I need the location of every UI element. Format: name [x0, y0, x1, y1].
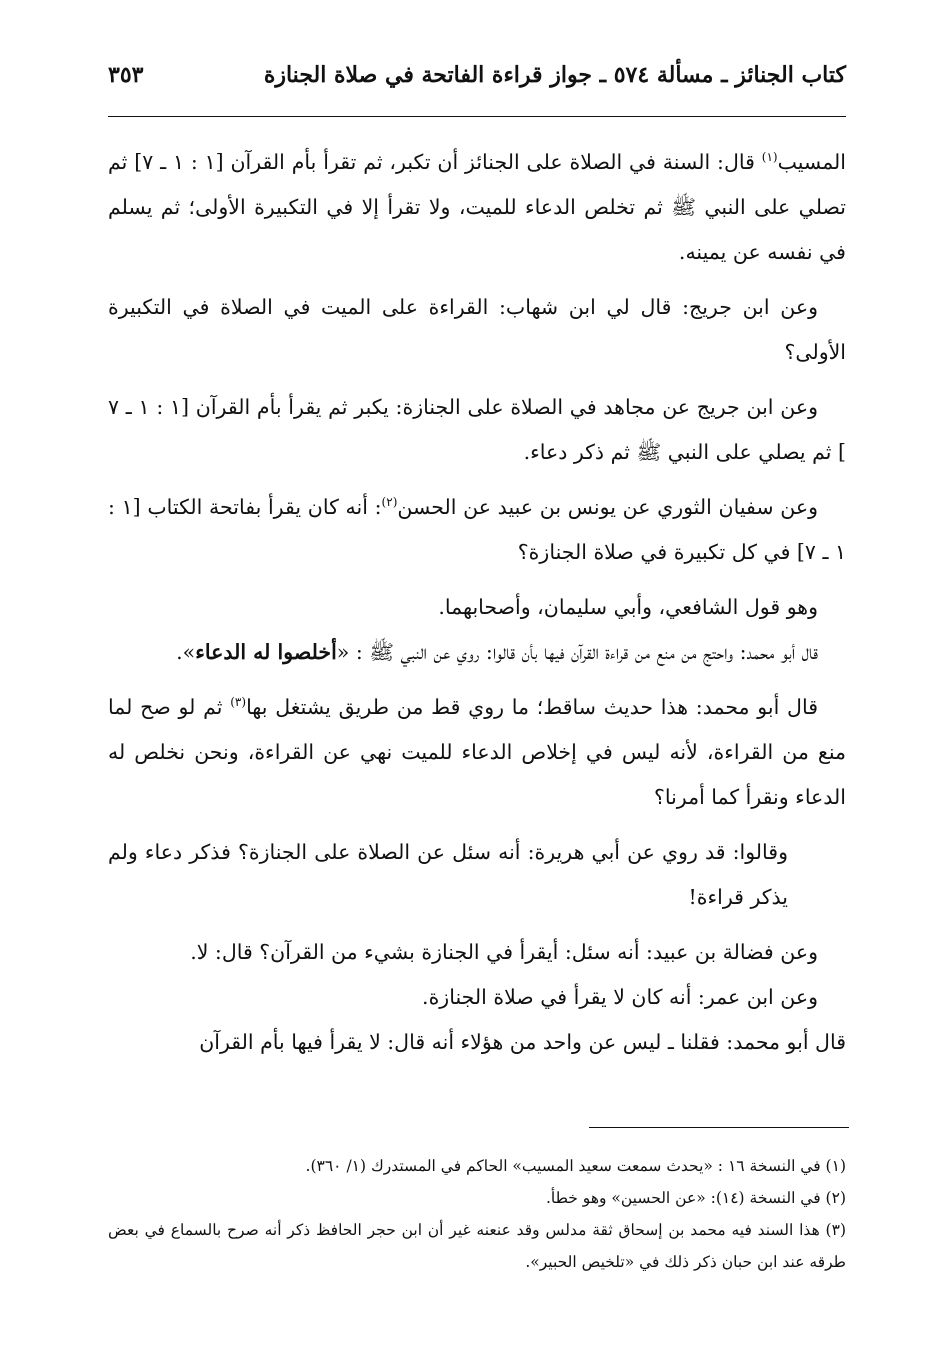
footnote-marker-3[interactable]: (٣): [230, 695, 247, 710]
paragraph-7: [108, 685, 846, 820]
footnote-1: (١) في النسخة ١٦ : «يحدث سمعت سعيد المسيب» الحاكم في المستدرك (١/ ٣٦٠).: [305, 1157, 846, 1175]
page-number: ٣٥٣: [108, 62, 144, 88]
footnote-2: (٢) في النسخة (١٤): «عن الحسين» وهو خطأ.: [545, 1189, 846, 1207]
paragraph-7-text-a: قال أبو محمد: هذا حديث ساقط؛ ما روي قط من طريق يشتغل بها: [246, 695, 818, 719]
hadith-quote: أخلصوا له الدعاء: [195, 640, 337, 664]
footnote-3: (٣) هذا السند فيه محمد بن إسحاق ثقة مدلس وقد عنعنه غير أن ابن حجر الحافظ ذكر أنه صرح بالسماع في بعض طرقه عند ابن حبان ذكر ذلك في «تلخيص الحبير».: [108, 1221, 846, 1271]
running-header: [108, 58, 846, 98]
paragraph-11: قال أبو محمد: فقلنا ـ ليس عن واحد من هؤلاء أنه قال: لا يقرأ فيها بأم القرآن: [199, 1030, 846, 1054]
paragraph-5: وهو قول الشافعي، وأبي سليمان، وأصحابهما.: [438, 595, 818, 619]
paragraph-4-text-b: : أنه كان يقرأ بفاتحة الكتاب [١ : ١ ـ ٧] في كل تكبيرة في صلاة الجنازة؟: [108, 495, 846, 564]
paragraph-1-text-b: قال: السنة في الصلاة على الجنائز أن تكبر، ثم تقرأ بأم القرآن [١ : ١ ـ ٧] ثم تصلي على النبي ﷺ ثم تخلص الدعاء للميت، ولا تقرأ إلا في التكبيرة الأولى؛ ثم يسلم في نفسه عن يمينه.: [108, 150, 846, 264]
paragraph-3: وعن ابن جريج عن مجاهد في الصلاة على الجنازة: يكبر ثم يقرأ بأم القرآن [١ : ١ ـ ٧ ] ثم يصلي على النبي ﷺ ثم ذكر دعاء.: [108, 395, 846, 464]
paragraph-1-text-a: المسيب: [777, 150, 846, 174]
paragraph-7-text-b: ثم لو صح لما منع من القراءة، لأنه ليس في إخلاص الدعاء للميت نهي عن القراءة، ونحن نخلص له الدعاء ونقرأ كما أمرنا؟: [108, 695, 846, 809]
paragraph-8: وقالوا: قد روي عن أبي هريرة: أنه سئل عن الصلاة على الجنازة؟ فذكر دعاء ولم يذكر قراءة!: [108, 840, 788, 909]
paragraph-6-text-a: قال أبو محمد: واحتج من منع من قراءة القرآن فيها بأن قالوا: روي عن النبي ﷺ : «: [336, 640, 818, 664]
paragraph-4-text-a: وعن سفيان الثوري عن يونس بن عبيد عن الحسن: [397, 495, 818, 519]
footnote-divider: [589, 1127, 849, 1128]
paragraph-9: وعن فضالة بن عبيد: أنه سئل: أيقرأ في الجنازة بشيء من القرآن؟ قال: لا.: [190, 940, 818, 964]
header-title: كتاب الجنائز ـ مسألة ٥٧٤ ـ جواز قراءة الفاتحة في صلاة الجنازة: [263, 62, 846, 88]
footnote-marker-2[interactable]: (٢): [381, 495, 398, 510]
header-divider: [108, 116, 846, 117]
paragraph-2: وعن ابن جريج: قال لي ابن شهاب: القراءة على الميت في الصلاة في التكبيرة الأولى؟: [108, 295, 846, 364]
paragraph-6: [108, 630, 846, 675]
paragraph-10: وعن ابن عمر: أنه كان لا يقرأ في صلاة الجنازة.: [422, 985, 818, 1009]
main-text: [108, 140, 846, 1065]
paragraph-4: [108, 485, 846, 575]
paragraph-1: [108, 140, 846, 275]
footnote-marker-1[interactable]: (١): [761, 150, 778, 165]
footnotes: [108, 1150, 846, 1278]
paragraph-6-text-b: ».: [176, 640, 196, 664]
